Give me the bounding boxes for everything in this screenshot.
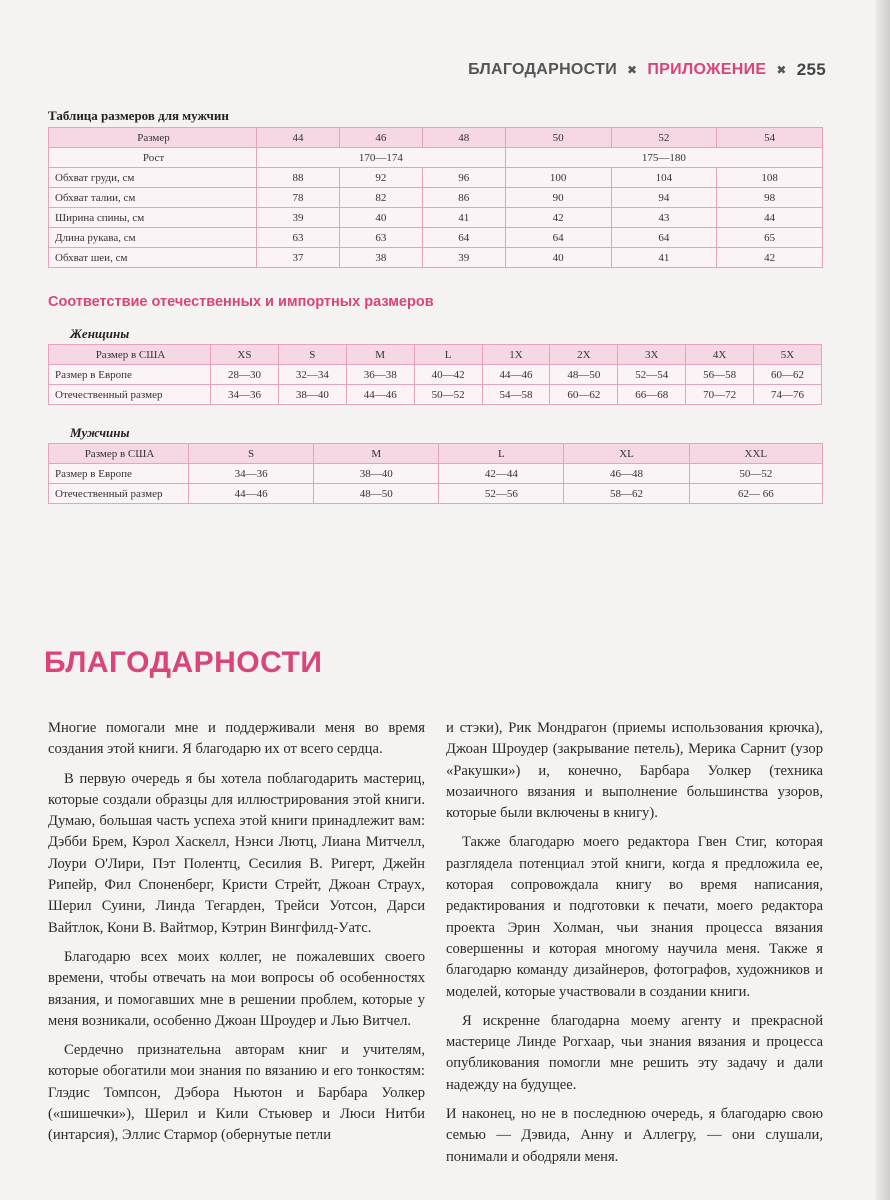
table-cell: Размер [49,128,257,148]
text-column-right [446,718,823,1176]
table-row [49,248,823,268]
table-cell: 56—58 [686,365,754,385]
table-cell: 78 [257,188,340,208]
table-cell: 37 [257,248,340,268]
paragraph: Сердечно признательна авторам книг и учителям, которые обогатили мои знания по вязанию и его тонкостям: Глэдис Томпсон, Дэбора Ньютон и Барбара Уолкер («шишечки»), Шерил и Кили Стьювер и Люси Нитби (интарсия), Эллис Стармор (обернутые петли [48,1042,425,1144]
table-cell: Обхват груди, см [49,168,257,188]
table-row [49,484,823,504]
men-correspondence-table [48,443,823,504]
table-cell: 44 [257,128,340,148]
table-row [49,385,822,405]
table-row [49,345,822,365]
table-cell: 40 [505,248,611,268]
table-cell: 50 [505,128,611,148]
table-cell: 175—180 [505,148,822,168]
table-cell: S [278,345,346,365]
table-cell: Отечественный размер [49,385,211,405]
table-cell: 90 [505,188,611,208]
table-cell: Обхват талии, см [49,188,257,208]
table-cell: 34—36 [211,385,279,405]
table-cell: 60—62 [754,365,822,385]
table-row [49,208,823,228]
table-cell: 1X [482,345,550,365]
table-cell: S [189,444,314,464]
text-column-left [48,718,425,1155]
table-cell: 42—44 [439,464,564,484]
table-cell: 170—174 [257,148,506,168]
table-cell: Ширина спины, см [49,208,257,228]
men-size-table [48,127,823,268]
table-row [49,168,823,188]
paragraph: и стэки), Рик Мондрагон (приемы использования крючка), Джоан Шроудер (закрывание петель), Мерика Сарнит (узор «Ракушки») и, конечно, Барбара Уолкер (техника мозаичного вязания и выполнение большинства узоров, которые были включены в книгу). [446,720,823,822]
table-row [49,444,823,464]
men-table-title: Таблица размеров для мужчин [48,108,229,123]
table-cell: 74—76 [754,385,822,405]
table-cell: Размер в США [49,345,211,365]
table-cell: 62— 66 [689,484,822,504]
table-cell: 48—50 [314,484,439,504]
paragraph: Благодарю всех моих коллег, не пожалевших своего времени, чтобы отвечать на мои вопросы об особенностях вязания, и помогавших мне в решении проблем, которые у меня возникали, особенно Джоан Шроудер и Лью Витчел. [48,948,425,1029]
table-cell: 40—42 [414,365,482,385]
table-cell: 60—62 [550,385,618,405]
table-cell: 66—68 [618,385,686,405]
women-size-table [48,344,822,405]
table-cell: 2X [550,345,618,365]
table-row [49,128,823,148]
table-cell: Размер в Европе [49,365,211,385]
table-cell: 64 [611,228,717,248]
table-cell: 32—34 [278,365,346,385]
table-cell: 39 [257,208,340,228]
table-cell: 50—52 [689,464,822,484]
paragraph: Многие помогали мне и поддерживали меня во время создания этой книги. Я благодарю их от всего сердца. [48,720,425,758]
table-cell: 46 [339,128,422,148]
table-cell: 38—40 [278,385,346,405]
table-cell: 63 [339,228,422,248]
table-cell: 48—50 [550,365,618,385]
table-cell: 41 [422,208,505,228]
table-cell: 48 [422,128,505,148]
header-section: БЛАГОДАРНОСТИ [468,61,618,78]
paragraph: Я искренне благодарна моему агенту и прекрасной мастерице Линде Рогхаар, чьи знания вязания и процесса опубликования помогли мне решить эту задачу и дали надежду на будущее. [446,1012,823,1093]
table-cell: Обхват шеи, см [49,248,257,268]
table-cell: 82 [339,188,422,208]
table-cell: 36—38 [346,365,414,385]
men-correspondence-title: Мужчины [70,425,130,440]
table-cell: 44—46 [482,365,550,385]
table-cell: 64 [505,228,611,248]
table-cell: 52—54 [618,365,686,385]
paragraph: В первую очередь я бы хотела поблагодарить мастериц, которые создали образцы для иллюстрирования этой книги. Думаю, большая часть успеха этой книги принадлежит вам: Дэбби Брем, Кэрол Хаскелл, Нэнси Лютц, Лиана Митчелл, Лоури О'Лири, Пэт Полентц, Сесилия В. Ригерт, Джейн Рипейр, Фил Споненберг, Кристи Стрейт, Джоан Страух, Шерил Суини, Линда Тегарден, Трейси Уотсон, Дарси Вайтлок, Кони В. Вайтмор, Кэтрин Вингфилд-Уатс. [48,770,425,936]
table-cell: 70—72 [686,385,754,405]
table-cell: L [439,444,564,464]
table-cell: 34—36 [189,464,314,484]
table-cell: L [414,345,482,365]
table-row [49,148,823,168]
table-cell: XXL [689,444,822,464]
table-cell: 42 [717,248,823,268]
table-cell: 96 [422,168,505,188]
table-cell: 42 [505,208,611,228]
table-cell: 64 [422,228,505,248]
table-cell: 5X [754,345,822,365]
header-separator-icon: ✖ [776,63,787,77]
page-edge-shadow [876,0,890,1200]
table-cell: 50—52 [414,385,482,405]
header-separator-icon: ✖ [627,63,638,77]
table-cell: 98 [717,188,823,208]
table-cell: 44—46 [346,385,414,405]
correspondence-title: Соответствие отечественных и импортных размеров [48,294,434,310]
women-title: Женщины [70,326,130,341]
table-cell: Длина рукава, см [49,228,257,248]
running-header [468,60,826,80]
paragraph: Также благодарю моего редактора Гвен Стиг, которая разглядела потенциал этой книги, когда я предложила ее, которая сопровождала книгу во время написания, редактирования и подготовки к печати, моего редактора проекта Эрин Холман, чьи знания процесса вязания совершенны и которая многому научила меня. Также я благодарю команду дизайнеров, фотографов, художников и моделей, которые участвовали в создании книги. [446,834,823,1000]
table-cell: 52—56 [439,484,564,504]
table-cell: Рост [49,148,257,168]
table-cell: 40 [339,208,422,228]
table-cell: 54—58 [482,385,550,405]
table-cell: 44—46 [189,484,314,504]
table-cell: 39 [422,248,505,268]
table-cell: 92 [339,168,422,188]
table-cell: 43 [611,208,717,228]
table-cell: 63 [257,228,340,248]
table-cell: M [346,345,414,365]
table-cell: Размер в Европе [49,464,189,484]
table-cell: 54 [717,128,823,148]
table-cell: 41 [611,248,717,268]
table-cell: 46—48 [564,464,689,484]
table-cell: XS [211,345,279,365]
table-cell: 3X [618,345,686,365]
table-row [49,464,823,484]
table-cell: M [314,444,439,464]
table-cell: 88 [257,168,340,188]
table-cell: Отечественный размер [49,484,189,504]
page-number: 255 [796,60,826,79]
table-cell: 44 [717,208,823,228]
table-cell: 58—62 [564,484,689,504]
table-cell: 4X [686,345,754,365]
table-cell: 108 [717,168,823,188]
table-cell: 38 [339,248,422,268]
table-row [49,228,823,248]
table-row [49,188,823,208]
header-chapter: ПРИЛОЖЕНИЕ [647,61,767,78]
table-row [49,365,822,385]
table-cell: Размер в США [49,444,189,464]
table-cell: 65 [717,228,823,248]
acknowledgements-title: БЛАГОДАРНОСТИ [44,646,323,679]
table-cell: 104 [611,168,717,188]
table-cell: 28—30 [211,365,279,385]
table-cell: 100 [505,168,611,188]
table-cell: XL [564,444,689,464]
table-cell: 86 [422,188,505,208]
table-cell: 94 [611,188,717,208]
table-cell: 52 [611,128,717,148]
table-cell: 38—40 [314,464,439,484]
paragraph: И наконец, но не в последнюю очередь, я благодарю свою семью — Дэвида, Анну и Аллегру, — они слушали, понимали и ободряли меня. [446,1106,823,1165]
